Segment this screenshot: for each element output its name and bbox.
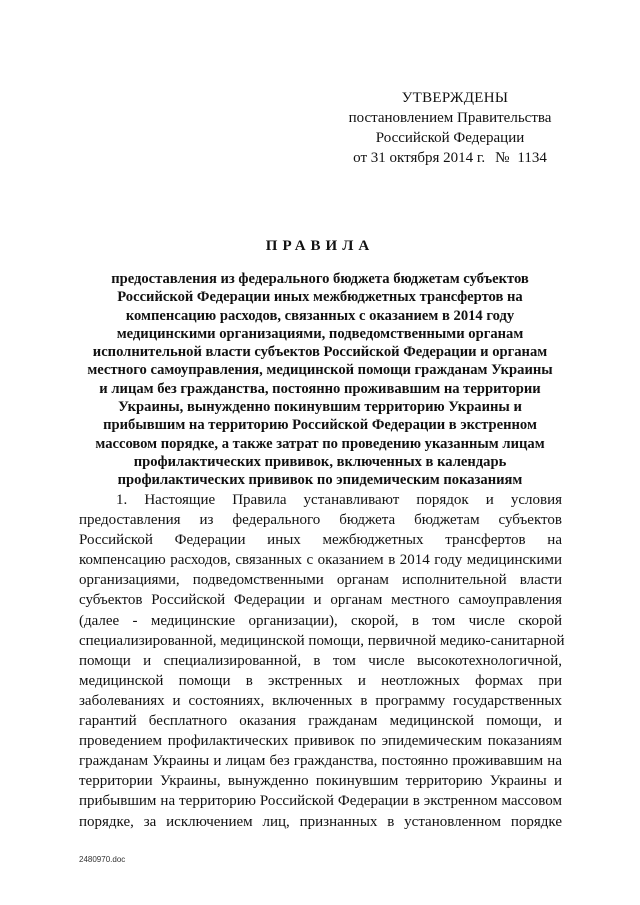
approval-number: 1134 [517, 150, 547, 166]
document-subtitle [85, 270, 555, 490]
subtitle-line: Украины, вынужденно покинувшим территорию Украины и [118, 399, 522, 416]
approval-line-2: Российской Федерации [375, 130, 525, 146]
footer-file-name: 2480970.doc [79, 855, 126, 864]
approval-date-line [330, 148, 570, 168]
body-line: гарантий бесплатного оказания гражданам медицинской помощи, и [79, 713, 562, 730]
body-line: (далее - медицинские организации), скорой, в том числе скорой [79, 612, 562, 629]
body-line: предоставления из федерального бюджета бюджетам субъектов [79, 512, 562, 529]
body-line: компенсацию расходов, связанных с оказанием в 2014 году медицинскими [79, 552, 562, 569]
subtitle-line: предоставления из федерального бюджета бюджетам субъектов [111, 271, 529, 287]
approval-line-1: постановлением Правительства [348, 110, 552, 126]
body-line: субъектов Российской Федерации и органам местного самоуправления [79, 592, 562, 609]
body-paragraph [79, 490, 565, 832]
subtitle-line: медицинскими организациями, подведомственными органам [116, 325, 524, 342]
body-line: 1. Настоящие Правила устанавливают порядок и условия [116, 492, 562, 508]
subtitle-line: исполнительной власти субъектов Российской Федерации и органам [92, 344, 548, 361]
approval-number-sign: № [495, 150, 510, 166]
body-line: специализированной, медицинской помощи, первичной медико-санитарной [79, 632, 565, 649]
subtitle-line: компенсацию расходов, связанных с оказанием в 2014 году [125, 307, 515, 324]
body-line: помощи и специализированной, в том числе высокотехнологичной, [79, 652, 562, 669]
body-line: прибывшим на территорию Российской Федерации в экстренном массовом [79, 793, 562, 810]
body-line: порядке, за исключением лиц, признанных в установленном порядке [79, 813, 562, 830]
document-title: ПРАВИЛА [265, 238, 375, 254]
subtitle-line: Российской Федерации иных межбюджетных трансфертов на [117, 289, 523, 306]
subtitle-line: прибывшим на территорию Российской Федерации в экстренном [103, 417, 537, 434]
subtitle-line: профилактических прививок, включенных в календарь [133, 453, 507, 470]
body-line: гражданам Украины и лицам без гражданства, постоянно проживавшим на [79, 753, 562, 770]
body-line: заболеваниях и состояниях, включенных в программу государственных [79, 692, 562, 709]
body-line: территории Украины, вынужденно покинувшим территорию Украины и [79, 773, 562, 790]
body-line: Российской Федерации иных межбюджетных трансфертов на [79, 532, 562, 549]
approval-title: УТВЕРЖДЕНЫ [401, 90, 509, 106]
subtitle-line: профилактических прививок по эпидемическим показаниям [117, 472, 523, 489]
subtitle-line: местного самоуправления, медицинской помощи гражданам Украины [87, 362, 553, 379]
body-line: проведением профилактических прививок по эпидемическим показаниям [79, 733, 562, 750]
subtitle-line: массовом порядке, а также затрат по проведению указанным лицам [95, 435, 545, 452]
body-line: медицинской помощи в экстренных и неотложных формах при [79, 672, 562, 689]
subtitle-line: и лицам без гражданства, постоянно проживавшим на территории [99, 380, 541, 397]
body-line: организациями, подведомственными органам исполнительной власти [79, 572, 562, 589]
approval-block [330, 88, 570, 168]
approval-date: от 31 октября 2014 г. [353, 150, 486, 166]
